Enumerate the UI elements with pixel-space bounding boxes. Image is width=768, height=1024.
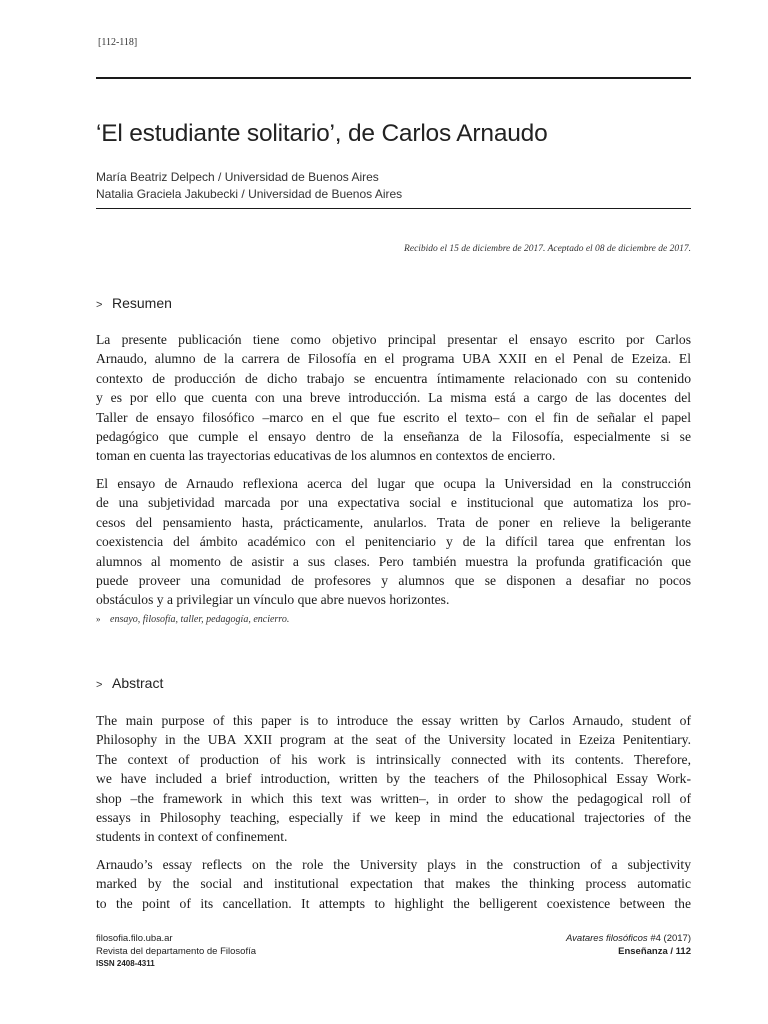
page-number: / 112 xyxy=(667,945,691,957)
text-line: students in context of confinement. xyxy=(96,829,288,845)
double-chevron-icon: » xyxy=(96,614,101,624)
chevron-right-icon: > xyxy=(96,679,103,691)
text-line: puede proveer una comunidad de profesores y alumnos que se disponen a desafiar no pocos xyxy=(96,572,691,588)
authors-rule xyxy=(96,208,691,209)
text-line: obstáculos y a privilegiar un vínculo que abre nuevos horizontes. xyxy=(96,592,450,608)
text-line: contexto de producción de dicho trabajo se encuentra íntimamente relacionado con su contenido xyxy=(96,370,691,386)
abstract-paragraph-1 xyxy=(96,711,691,847)
text-line: toman en cuenta las trayectorias educativas de los alumnos en contextos de encierro. xyxy=(96,448,556,464)
keywords xyxy=(96,614,289,625)
text-line: The context of production of his work is intrinsically connected with its contents. Therefore, xyxy=(96,751,691,767)
text-line: we have included a brief introduction, written by the teachers of the Philosophical Essay Work- xyxy=(96,771,691,787)
text-line: de una subjetividad marcada por una expectativa social e institucional que automatiza los pro- xyxy=(96,495,691,511)
author-line: Natalia Graciela Jakubecki / Universidad de Buenos Aires xyxy=(96,187,403,201)
authors-block xyxy=(96,169,402,203)
chevron-right-icon: > xyxy=(96,299,103,311)
text-line: marked by the social and institutional expectation that makes the thinking process automatic xyxy=(96,876,691,892)
footer-journal xyxy=(566,933,691,958)
resumen-heading-text: Resumen xyxy=(112,295,172,311)
text-line: cesos del pensamiento hasta, prácticamente, anularlos. Trata de poner en relieve la beligerante xyxy=(96,514,691,530)
journal-name: Avatares filosóficos xyxy=(566,933,648,944)
footer-department: Revista del departamento de Filosofía xyxy=(96,945,257,957)
text-line: alumnos al momento de asistir a sus clases. Pero también muestra la profunda gratificación que xyxy=(96,553,691,569)
footer-site: filosofia.filo.uba.ar xyxy=(96,933,173,944)
article-title: ‘El estudiante solitario’, de Carlos Arnaudo xyxy=(96,120,548,147)
text-line: coexistencia del ámbito académico con el penitenciario y de la difícil tarea que enfrentan los xyxy=(96,534,691,550)
abstract-paragraph-2 xyxy=(96,855,691,913)
footer-publisher xyxy=(96,933,256,971)
header-rule xyxy=(96,77,691,79)
keywords-text: ensayo, filosofía, taller, pedagogía, encierro. xyxy=(110,614,290,625)
text-line: y es por ello que cuenta con una breve introducción. La misma está a cargo de las docentes del xyxy=(96,390,691,406)
section-name: Enseñanza xyxy=(618,945,668,957)
text-line: to the point of its cancellation. It attempts to highlight the belligerent coexistence between the xyxy=(96,895,691,911)
text-line: Philosophy in the UBA XXII program at the seat of the University located in Ezeiza Penitentiary. xyxy=(96,732,691,748)
text-line: Arnaudo’s essay reflects on the role the University plays in the construction of a subjectivity xyxy=(96,857,691,872)
abstract-heading-text: Abstract xyxy=(112,675,164,691)
abstract-heading xyxy=(96,675,163,691)
text-line: The main purpose of this paper is to introduce the essay written by Carlos Arnaudo, student of xyxy=(96,713,691,728)
footer-issn: ISSN 2408-4311 xyxy=(96,959,155,968)
text-line: pedagógico que cumple el ensayo dentro de la enseñanza de la Filosofía, especialmente si se xyxy=(96,428,691,444)
journal-issue: #4 (2017) xyxy=(647,933,691,944)
received-accepted-dates: Recibido el 15 de diciembre de 2017. Aceptado el 08 de diciembre de 2017. xyxy=(404,244,691,254)
author-line: María Beatriz Delpech / Universidad de Buenos Aires xyxy=(96,170,379,184)
text-line: Taller de ensayo filosófico –marco en el que fue escrito el texto– con el fin de señalar el papel xyxy=(96,409,691,425)
resumen-paragraph-1 xyxy=(96,330,691,466)
text-line: shop –the framework in which this text was written–, in order to show the pedagogical roll of xyxy=(96,790,691,806)
text-line: Arnaudo, alumno de la carrera de Filosofía en el programa UBA XXII en el Penal de Ezeiza. El xyxy=(96,351,691,367)
resumen-heading xyxy=(96,295,172,311)
resumen-paragraph-2 xyxy=(96,474,691,610)
text-line: La presente publicación tiene como objetivo principal presentar el ensayo escrito por Carlos xyxy=(96,332,691,347)
text-line: essays in Philosophy teaching, especially if we keep in mind the educational trajectories of the xyxy=(96,809,691,825)
page-range: [112-118] xyxy=(98,37,138,48)
text-line: El ensayo de Arnaudo reflexiona acerca del lugar que ocupa la Universidad en la construcción xyxy=(96,476,691,491)
